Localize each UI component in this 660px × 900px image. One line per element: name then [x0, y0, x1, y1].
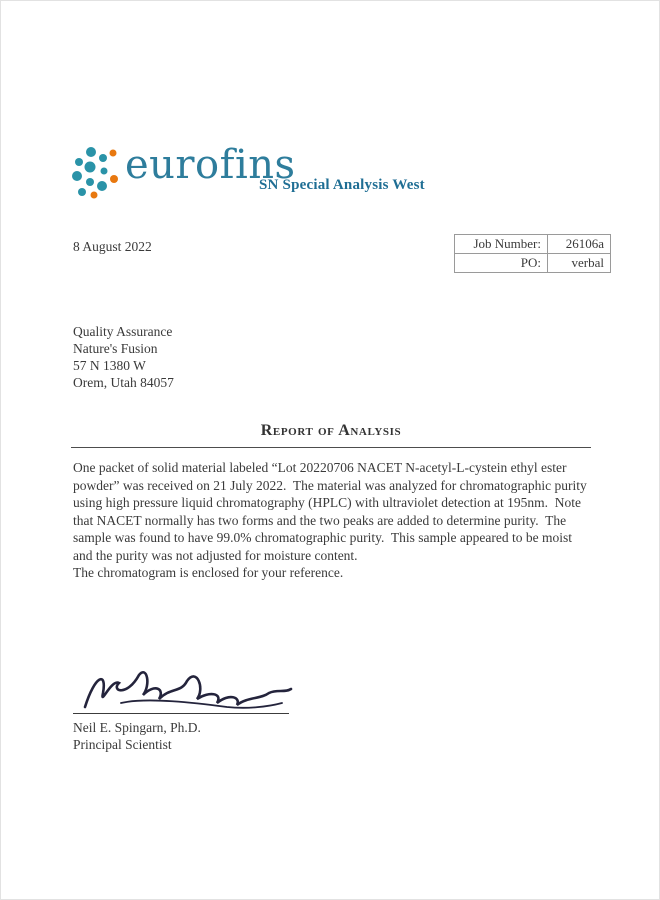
- division-name: SN Special Analysis West: [259, 177, 425, 193]
- job-number-label: Job Number:: [455, 235, 548, 254]
- eurofins-logo-icon: [69, 145, 119, 199]
- recipient-line: Nature's Fusion: [73, 341, 158, 356]
- po-value: verbal: [548, 254, 611, 273]
- table-row: [455, 235, 611, 254]
- page-title: Report of Analysis: [260, 422, 402, 439]
- recipient-address-block: [73, 323, 174, 391]
- signature-line: [73, 713, 289, 714]
- po-label: PO:: [455, 254, 548, 273]
- closing-line: The chromatogram is enclosed for your reference.: [73, 565, 344, 580]
- job-number-value: 26106a: [548, 235, 611, 254]
- eurofins-wordmark: eurofins: [125, 142, 296, 188]
- recipient-line: 57 N 1380 W: [73, 358, 146, 373]
- table-row: [455, 254, 611, 273]
- signatory-name: Neil E. Spingarn, Ph.D.: [73, 720, 201, 735]
- recipient-line: Orem, Utah 84057: [73, 375, 174, 390]
- job-info-table: [454, 234, 611, 273]
- signatory-title: Principal Scientist: [73, 737, 172, 752]
- recipient-line: Quality Assurance: [73, 324, 173, 339]
- title-divider: [71, 447, 591, 448]
- handwritten-signature-icon: [77, 663, 307, 719]
- analysis-body-paragraph: One packet of solid material labeled “Lot 20220706 NACET N-acetyl-L-cystein ethyl ester powder” was received on 21 July 2022. The material was analyzed for chromatographic purity using high pressure liquid chromatography (HPLC) with ultraviolet detection at 195nm. Note that NACET normally has two forms and the two peaks are added to determine purity. The sample was found to have 99.0% chromatographic purity. This sample appeared to be moist and the purity was not adjusted for moisture content.: [73, 460, 591, 563]
- report-date: 8 August 2022: [73, 239, 152, 254]
